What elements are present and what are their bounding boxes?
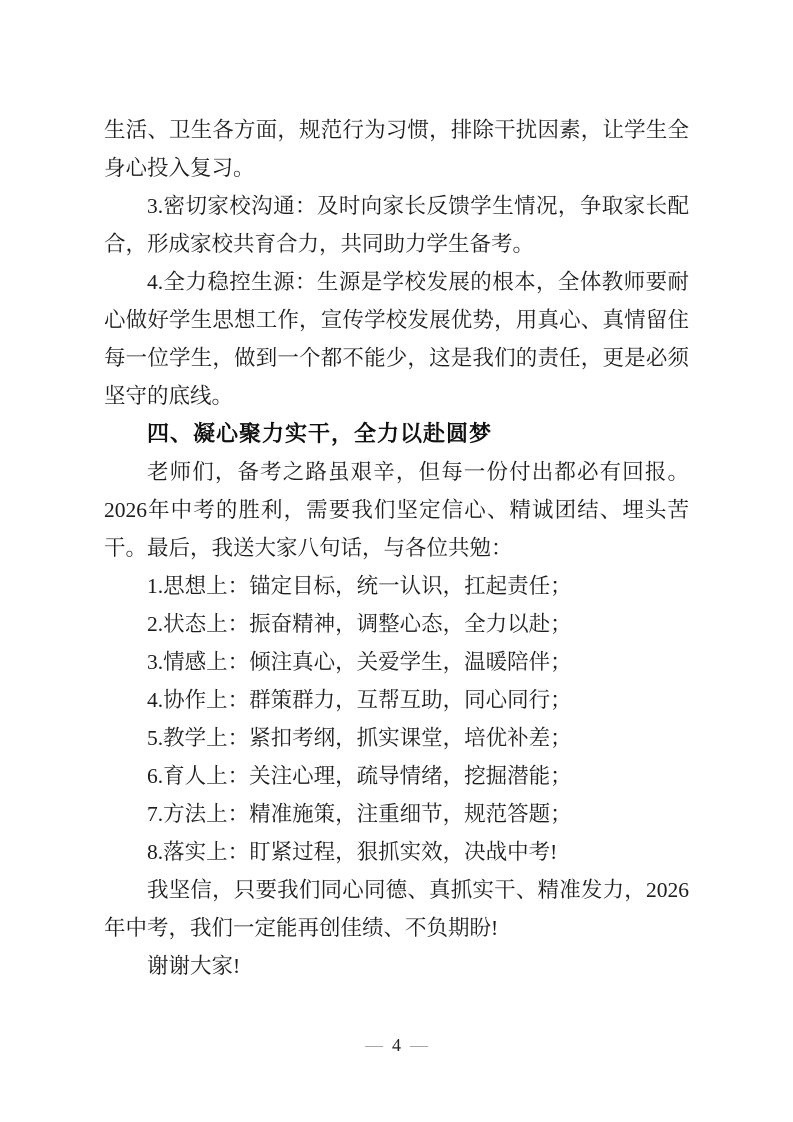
paragraph: 6.育人上：关注心理，疏导情绪，挖掘潜能；: [147, 764, 572, 788]
section-heading: 四、凝心聚力实干，全力以赴圆梦: [147, 421, 493, 446]
paragraph: 1.思想上：锚定目标，统一认识，扛起责任；: [147, 574, 572, 598]
page-footer: [0, 1032, 793, 1058]
paragraph: 生活、卫生各方面，规范行为习惯，排除干扰因素，让学生全身心投入复习。: [104, 118, 689, 180]
paragraph: 3.密切家校沟通：及时向家长反馈学生情况，争取家长配合，形成家校共育合力，共同助力学生备考。: [104, 194, 689, 256]
paragraph: 老师们，备考之路虽艰辛，但每一份付出都必有回报。2026年中考的胜利，需要我们坚定信心、精诚团结、埋头苦干。最后，我送大家八句话，与各位共勉：: [104, 460, 689, 560]
paragraph: 我坚信，只要我们同心同德、真抓实干、精准发力，2026年中考，我们一定能再创佳绩、不负期盼!: [104, 878, 689, 940]
paragraph: 7.方法上：精准施策，注重细节，规范答题；: [147, 802, 572, 826]
paragraph: 2.状态上：振奋精神，调整心态，全力以赴；: [147, 612, 572, 636]
paragraph: 5.教学上：紧扣考纲，抓实课堂，培优补差；: [147, 726, 572, 750]
document-body: [104, 111, 689, 985]
footer-dash-right: —: [410, 1035, 428, 1055]
paragraph: 8.落实上：盯紧过程，狠抓实效，决战中考!: [147, 840, 558, 864]
paragraph: 3.情感上：倾注真心，关爱学生，温暖陪伴；: [147, 650, 572, 674]
paragraph: 4.协作上：群策群力，互帮互助，同心同行；: [147, 688, 572, 712]
paragraph: 4.全力稳控生源：生源是学校发展的根本，全体教师要耐心做好学生思想工作，宣传学校发展优势，用真心、真情留住每一位学生，做到一个都不能少，这是我们的责任，更是必须坚守的底线。: [104, 270, 689, 408]
paragraph: 谢谢大家!: [147, 954, 241, 978]
page-number: 4: [392, 1035, 401, 1055]
footer-dash-left: —: [365, 1035, 383, 1055]
